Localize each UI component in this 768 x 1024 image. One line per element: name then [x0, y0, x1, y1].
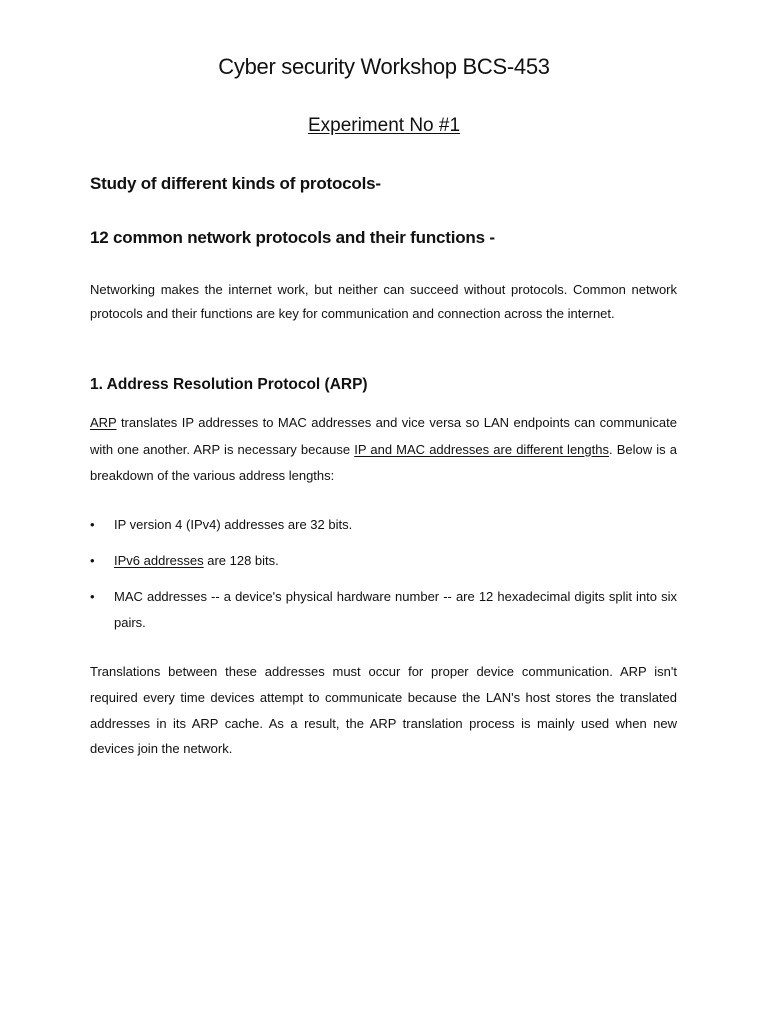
list-item-text: MAC addresses -- a device's physical hardware number -- are 12 hexadecimal digits split into six pairs. [114, 589, 677, 630]
document-title: Cyber security Workshop BCS-453 [218, 54, 550, 79]
arp-link[interactable]: ARP [90, 415, 117, 430]
experiment-number: Experiment No #1 [307, 115, 461, 136]
subheading: 12 common network protocols and their functions - [90, 228, 495, 247]
ipv6-addresses-link[interactable]: IPv6 addresses [114, 553, 204, 568]
intro-paragraph: Networking makes the internet work, but neither can succeed without protocols. Common network protocols and their functions are key for communication and connection across the internet. [90, 282, 677, 321]
bullet-icon: • [90, 589, 95, 604]
address-lengths-list [90, 512, 677, 646]
list-item [90, 512, 677, 538]
arp-heading: 1. Address Resolution Protocol (ARP) [90, 376, 368, 393]
list-item-text: IP version 4 (IPv4) addresses are 32 bits. [114, 517, 353, 532]
list-item-text: are 128 bits. [203, 553, 279, 568]
bullet-icon: • [90, 553, 95, 568]
arp-text-1: translates IP addresses to MAC addresses and vice versa so LAN endpoints can communicate with one another. ARP is necessary because [90, 415, 677, 457]
translations-paragraph: Translations between these addresses must occur for proper device communication. ARP isn't required every time devices attempt to communicate because the LAN's host stores the translated addresses in its ARP cache. As a result, the ARP translation process is mainly used when new devices join the network. [90, 664, 677, 757]
address-lengths-link[interactable]: IP and MAC addresses are different lengths [354, 441, 609, 457]
bullet-icon: • [90, 517, 95, 532]
arp-text-2: . Below is a breakdown of the various address lengths: [90, 441, 677, 483]
list-item [90, 584, 677, 636]
section-heading: Study of different kinds of protocols- [90, 174, 381, 193]
arp-paragraph [90, 410, 677, 490]
list-item [90, 548, 677, 574]
